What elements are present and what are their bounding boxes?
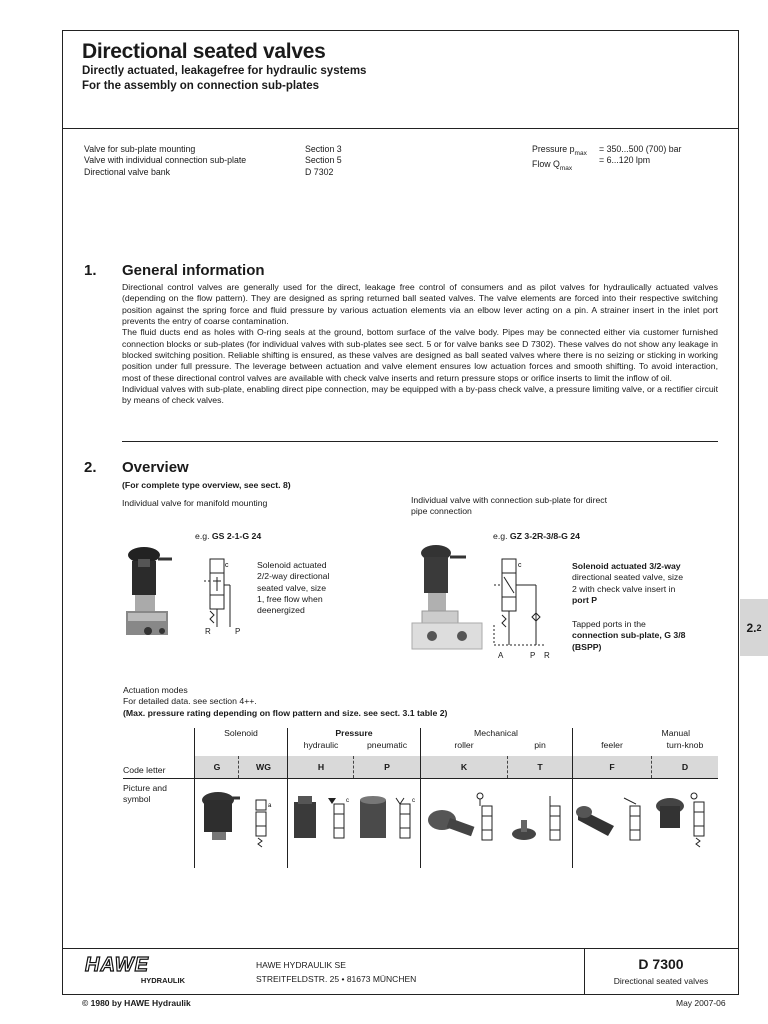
roller-actuator-picture [424,790,508,850]
references-specs [532,144,722,174]
col-divider-3 [420,728,421,868]
right-port-r: R [544,651,550,660]
sub-pin: pin [534,740,546,750]
flow-subscript: max [559,164,573,172]
left-valve-symbol [200,555,245,627]
right-desc-1-line-2: directional seated valve, size [572,572,684,583]
left-heading: Individual valve for manifold mounting [122,498,268,508]
footer-company: HAWE HYDRAULIK SE [256,960,346,970]
left-desc-line-4: 1, free flow when [257,593,323,604]
svg-text:c: c [346,798,349,804]
right-desc-1-line-1: Solenoid actuated 3/2-way [572,561,681,571]
flow-value: = 6...120 lpm [599,155,651,166]
code-f: F [609,762,615,772]
reference-section-3: D 7302 [305,166,334,177]
hydraulic-actuator-picture [290,790,354,850]
section-tab-minor: 2 [756,622,762,633]
section-divider [122,441,718,442]
right-port-a: A [498,651,504,660]
references-labels [84,144,246,178]
right-example [493,531,580,542]
solenoid-actuator-pictures [198,788,288,858]
left-example-prefix: e.g. [195,531,212,541]
group-pressure: Pressure [335,728,373,738]
picture-symbol-label [123,783,167,806]
left-ports [205,626,250,637]
right-desc-2-line-1: Tapped ports in the [572,619,646,629]
code-t: T [537,762,543,772]
pin-actuator-picture [510,790,572,850]
pressure-subscript: max [574,149,587,157]
reference-section-1: Section 3 [305,144,342,154]
section-1-number: 1. [84,262,97,279]
right-example-prefix: e.g. [493,531,510,541]
pneumatic-actuator-picture [356,790,420,850]
reference-label-1: Valve for sub-plate mounting [84,144,196,154]
group-solenoid: Solenoid [224,728,258,738]
left-example [195,531,261,542]
flow-spec [532,155,722,174]
right-description-1 [572,561,712,606]
col-divider-1 [194,728,195,868]
sub-pneumatic: pneumatic [366,740,408,750]
actuation-line-3: (Max. pressure rating depending on flow pattern and size. see sect. 3.1 table 2) [123,707,448,718]
svg-text:c: c [518,562,522,569]
section-1-paragraph-2: The fluid ducts end as holes with O-ring seals at the ground, bottom surface of the valve body. Pipes may be connected either via customer furnished connection blocks or sub-plates (for individual valves with sub-plates see sect. 5 or for valve banks see D 7302). These valves do not show any leakage in blocked switching position. Reliable shifting is ensured, as these valves are designed as ball seated valves where there is no seizing or sticking in working position under full pressure. The leverage between actuation and valve element ensures low actuation forces and smooth shifting. To avoid interaction, most of these directional control valves are available with check valve inserts and return pressure stops or orifice inserts to limit the inflow of oil. [122,327,718,383]
pressure-label: Pressure p [532,144,575,154]
group-mechanical: Mechanical [474,728,518,738]
right-port-p: P [530,651,536,660]
right-desc-1-line-3: 2 with check valve insert in [572,583,676,594]
sub-roller: roller [454,740,474,750]
logo-subtext: HYDRAULIK [140,976,185,985]
code-wg: WG [256,762,271,772]
code-letter-label: Code letter [123,765,166,775]
references-sections [305,144,342,178]
section-1-body [122,282,718,407]
actuation-intro [123,685,447,719]
right-desc-2-line-3: (BSPP) [572,641,602,652]
hawe-logo [85,955,185,987]
picture-label-line-1: Picture and [123,783,167,793]
code-h: H [317,762,325,772]
left-desc-line-3: seated valve, size [257,582,327,593]
left-example-code: GS 2-1-G 24 [211,531,262,541]
reference-label-3: Directional valve bank [84,166,171,177]
col-divider-dashed-1 [238,756,239,778]
logo-text: HAWE [85,954,149,976]
group-manual: Manual [661,728,690,738]
footer-address: STREITFELDSTR. 25 • 81673 MÜNCHEN [256,974,417,984]
subplate-valve-picture [408,543,490,655]
doc-title: Directional seated valves [613,976,709,986]
code-d: D [681,762,689,772]
section-1-paragraph-1: Directional control valves are generally used for the direct, leakage free control of consumers and as pilot valves for hydraulically actuated valves (depending on the flow pattern). They are designed as spring returned ball seated valves. The valve elements are forced into their respective switching position against the spring force and fluid pressure by various actuation elements via an elbow lever acting on a pin. A strainer insert in the inlet port prevents the entry of coarse contamination. [122,282,718,327]
col-divider-4 [572,728,573,868]
pressure-value: = 350...500 (700) bar [599,144,682,154]
overview-note: (For complete type overview, see sect. 8) [122,480,291,490]
feeler-actuator-picture [574,790,652,850]
section-1-title: General information [122,262,265,279]
sub-turnknob: turn-knob [666,740,704,750]
reference-label-2: Valve with individual connection sub-plate [84,155,247,166]
footer-date: May 2007-06 [676,998,726,1008]
code-p: P [384,762,390,772]
left-desc-line-5: deenergized [257,605,305,616]
svg-text:a: a [268,803,272,809]
left-desc-line-2: 2/2-way directional [257,571,330,582]
right-valve-symbol [490,555,550,650]
sub-hydraulic: hydraulic [303,740,339,750]
actuation-line-1: Actuation modes [123,685,188,695]
page-title: Directional seated valves [82,40,326,63]
section-tab [740,599,768,656]
code-g: G [213,762,221,772]
solenoid-valve-picture [118,545,176,645]
footer-divider [62,948,739,949]
sub-feeler: feeler [601,740,623,750]
right-description-2 [572,619,712,653]
right-example-code: GZ 3-2R-3/8-G 24 [509,531,580,541]
picture-label-line-2: symbol [123,794,151,805]
left-desc-line-1: Solenoid actuated [257,560,327,570]
col-divider-dashed-4 [651,756,652,778]
left-port-r: R [205,627,211,636]
right-ports [498,650,558,661]
col-divider-dashed-2 [353,756,354,778]
code-k: K [460,762,468,772]
left-port-p: P [235,627,241,636]
actuation-line-2: For detailed data. see section 4++. [123,696,257,707]
reference-section-2: Section 5 [305,155,342,166]
right-desc-1-line-4: port P [572,594,598,605]
svg-text:c: c [225,562,229,569]
right-heading-line-2: pipe connection [411,506,472,517]
left-description [257,560,357,616]
col-divider-dashed-3 [507,756,508,778]
right-heading-line-1: Individual valve with connection sub-plate for direct [411,495,608,505]
turnknob-actuator-picture [654,788,718,856]
section-2-number: 2. [84,459,97,476]
header-divider [62,128,739,129]
section-tab-major: 2. [746,620,757,635]
subtitle-1: Directly actuated, leakagefree for hydraulic systems [82,65,367,77]
doc-number: D 7300 [638,956,684,972]
right-desc-2-line-2: connection sub-plate, G 3/8 [572,630,686,641]
flow-label: Flow Q [532,159,560,170]
subtitle-2: For the assembly on connection sub-plates [82,80,320,92]
copyright: © 1980 by HAWE Hydraulik [82,998,191,1008]
right-heading [411,495,607,518]
svg-text:c: c [412,798,415,804]
section-1-paragraph-3: Individual valves with sub-plate, enabling direct pipe connection, may be equipped with a by-pass check valve, a pressure limiting valve, or a rectifier circuit by means of check valves. [122,384,718,406]
section-2-title: Overview [122,459,189,476]
